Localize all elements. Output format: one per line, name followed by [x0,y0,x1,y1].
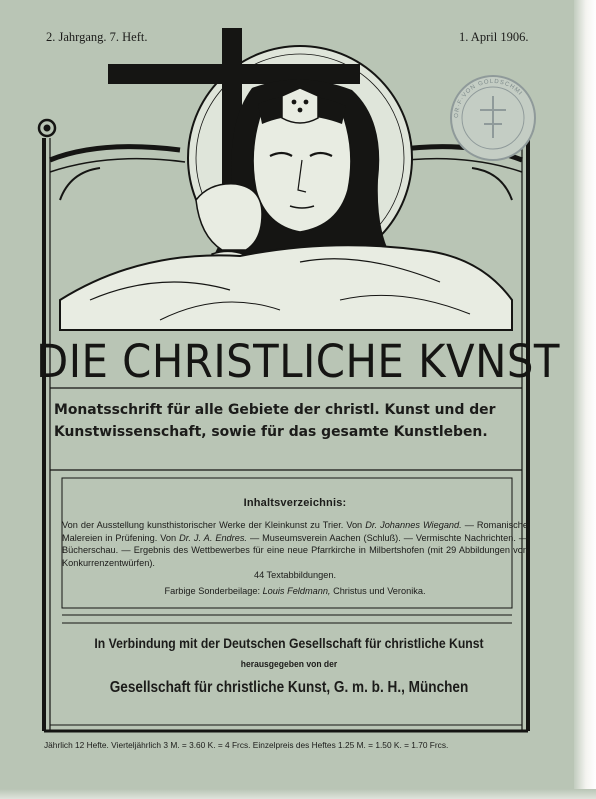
table-of-contents [62,497,528,598]
publisher-line-2: herausgegeben von der [240,659,338,670]
volume-issue: 2. Jahrgang. 7. Heft. [46,30,148,44]
publisher-line-3: Gesellschaft für christliche Kunst, G. m. b. H., München [109,679,469,696]
paper-edge-right [574,0,596,799]
stamp-text: OR·F·VON GOLDSCHMI [453,78,524,119]
paper-edge-bottom [0,789,596,799]
subscription-price: Jährlich 12 Hefte. Vierteljährlich 3 M. = 3.60 K. = 4 Frcs. Einzelpreis des Heftes 1.25 M. = 1.50 K. = 1.70 Frcs. [44,740,449,750]
contents-heading: Inhaltsverzeichnis: [243,497,347,509]
figure [60,79,512,330]
supplement-title: Christus und Veronika. [333,586,426,597]
magazine-title: DIE CHRISTLICHE KVNST [36,335,560,388]
issue-date: 1. April 1906. [459,30,529,44]
contents-body [62,519,528,569]
magazine-subtitle [54,399,524,443]
contents-line-1: Von der Ausstellung kunsthistorischer Werke der Kleinkunst zu Trier. Von [62,520,363,531]
author-endres: Dr. J. A. Endres. [179,532,247,543]
library-stamp [451,76,535,160]
supplement-prefix: Farbige Sonderbeilage: [164,586,260,597]
contents-line-3: — Museumsverein Aachen (Schluß). — Vermischte Nachrichten. — Bücherschau. — Ergebnis des Wettbewerbes für eine neue Pfarrkirche in Milbertshofen (mit 29 Abbildungen von Konkurrenzentwürfen). [62,532,529,568]
illustration-count: 44 Textabbildungen. [253,570,337,581]
supplement-artist: Louis Feldmann, [262,586,331,597]
subtitle-line-2: Kunstwissenschaft, sowie für das gesamte Kunstleben. [54,424,488,440]
subtitle-line-1: Monatsschrift für alle Gebiete der christl. Kunst und der [54,402,496,418]
publisher-line-1: In Verbindung mit der Deutschen Gesellschaft für christliche Kunst [94,636,484,652]
color-supplement [62,585,528,597]
author-wiegand: Dr. Johannes Wiegand. [365,520,462,531]
contents-line-2: — Romanische Malereien in Prüfening. Von [62,520,528,543]
